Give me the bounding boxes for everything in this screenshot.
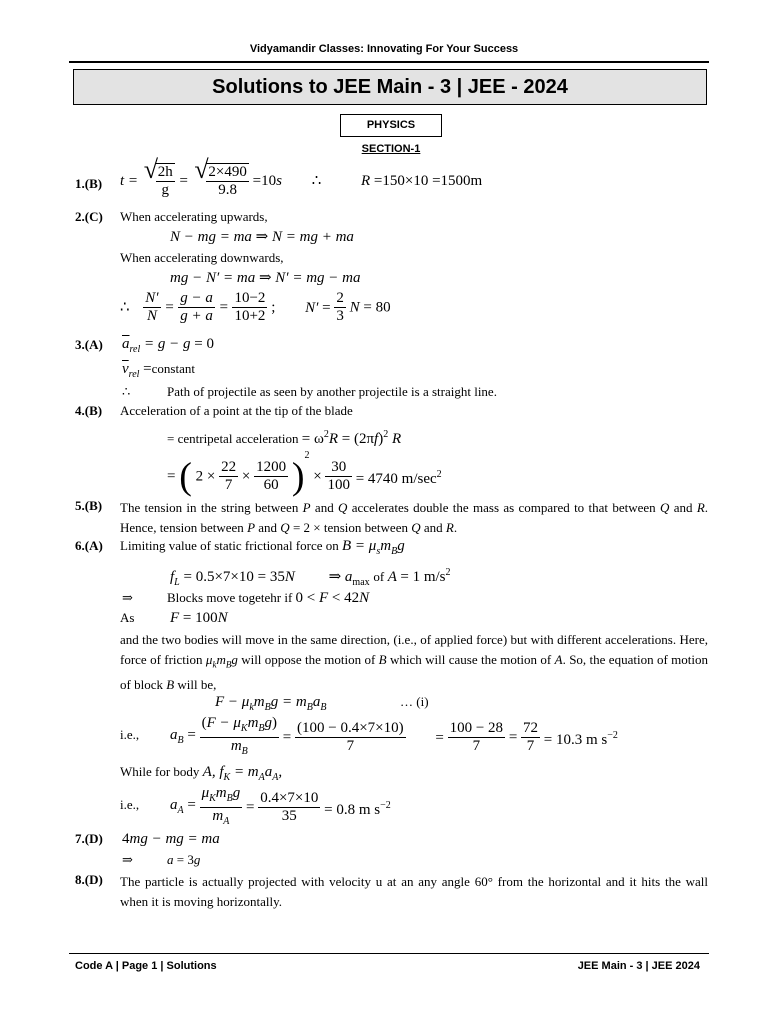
q8-label: 8.(D) [75, 872, 103, 887]
footer-rule [69, 953, 709, 954]
q6-while: While for body A, $f_K = m_Aa_A$, [120, 764, 283, 783]
q6-blocks: Blocks move togetehr if 0 < F < 42N [167, 590, 370, 606]
q2-eq3: ∴ $\frac{N'}{N}$ = $\frac{g - a}{g + a}$ = $\frac{10-2}{10+2}$ ; N′ = $\frac{2}{3}$ N = 80 [120, 290, 391, 324]
q6-as: As [120, 610, 135, 625]
q7-implies: ⇒ [122, 852, 133, 867]
q3-therefore: ∴ [122, 384, 131, 399]
q1-equation: t = √ $\frac{2h}{g}$ = √ $\frac{2\times 490}{9.8}$ =10s ∴ R =150×10 =1500m [120, 155, 483, 198]
q6-eq-tag: … (i) [400, 694, 429, 709]
q6-implies: ⇒ [122, 590, 133, 605]
q4-eq2: = ( 2 × $\frac{22}{7}$ × $\frac{1200}{60}$ )$^2$ × $\frac{30}{100}$ = 4740 $m/\sec^2$ [167, 450, 442, 498]
q5-label: 5.(B) [75, 498, 103, 513]
q4-eq1: = centripetal acceleration = $\omega^2R = (2\pi f)^2$ R [167, 429, 402, 447]
header-text: Vidyamandir Classes: Innovating For Your Success [249, 43, 519, 55]
q7-eq1: 4mg − mg = ma [122, 831, 220, 847]
footer-right: JEE Main - 3 | JEE 2024 [577, 960, 700, 972]
q2-eq2: mg − N′ = ma ⇒ N′ = mg − ma [170, 270, 361, 286]
q6-eq1: $f_L = 0.5\times 7\times 10 = 35N$ ⇒ $a_{max}$ of A = 1 $m/s^2$ [170, 567, 451, 588]
header-rule [69, 61, 709, 63]
q3-conclusion: Path of projectile as seen by another projectile is a straight line. [167, 384, 497, 399]
q2-line2: When accelerating downwards, [120, 250, 284, 265]
q6-label: 6.(A) [75, 538, 103, 553]
q2-line1: When accelerating upwards, [120, 209, 268, 224]
q6-paragraph: and the two bodies will move in the same direction, (i.e., of applied force) but with different accelerations. Here, force of friction $\mu_km_Bg$ will oppose the motion of B which will cause the motion of A. So, the equation of motion of block B will be, [120, 632, 708, 692]
q6-eq-ab: $a_B$ = $\frac{(F - \mu_Km_Bg)}{m_B}$ = $\frac{(100 - 0.4\times 7\times 10)}{7}$ = $\frac{100 - 28}{7}$ = $\frac{72}{7}$ = 10.3 m $s^{-2}$ [170, 715, 618, 757]
q4-centripetal-label: = centripetal acceleration [167, 431, 299, 446]
q6-blocks-text: Blocks move togetehr if [167, 590, 293, 605]
q4-line1: Acceleration of a point at the tip of the blade [120, 403, 353, 418]
q6-line1-text: Limiting value of static frictional force on [120, 538, 339, 553]
q8-text: The particle is actually projected with velocity u at an any angle 60° from the horizontal and it hits the wall when it is moving horizontally. [120, 874, 708, 909]
q6-ie1: i.e., [120, 727, 140, 742]
q6-ie2: i.e., [120, 797, 140, 812]
section-heading: SECTION-1 [361, 143, 421, 155]
q3-label: 3.(A) [75, 337, 103, 352]
q6-while-text: While for body [120, 764, 200, 779]
q3-constant: constant [151, 361, 195, 376]
q5-text: The tension in the string between P and Q accelerates double the mass as compared to that between Q and R. Hence, tension between P and Q = 2 × tension between Q and R. [120, 500, 709, 535]
q6-line1: Limiting value of static frictional force on $B = \mu_sm_Bg$ [120, 538, 405, 557]
q7-label: 7.(D) [75, 831, 103, 846]
q7-eq2: a = 3g [167, 852, 201, 867]
footer-left: Code A | Page 1 | Solutions [75, 960, 217, 972]
q3-eq1: $\overline{a}_{rel} = g - g = 0$ [122, 336, 214, 355]
q2-eq1: N − mg = ma ⇒ N = mg + ma [170, 229, 354, 245]
subject-box: PHYSICS [340, 114, 442, 137]
q4-label: 4.(B) [75, 403, 103, 418]
q1-label: 1.(B) [75, 176, 103, 191]
q2-label: 2.(C) [75, 209, 103, 224]
q6-force: F = 100N [170, 610, 228, 626]
page-title: Solutions to JEE Main - 3 | JEE - 2024 [73, 69, 707, 105]
q3-eq2: $\overline{v}_{rel}$ =constant [122, 361, 195, 380]
q6-eq-motion: $F - \mu_km_Bg = m_Ba_B$ [215, 694, 327, 713]
q6-eq-aa: $a_A$ = $\frac{\mu_Km_Bg}{m_A}$ = $\frac{0.4\times 7\times 10}{35}$ = 0.8 m $s^{-2}$ [170, 785, 391, 827]
